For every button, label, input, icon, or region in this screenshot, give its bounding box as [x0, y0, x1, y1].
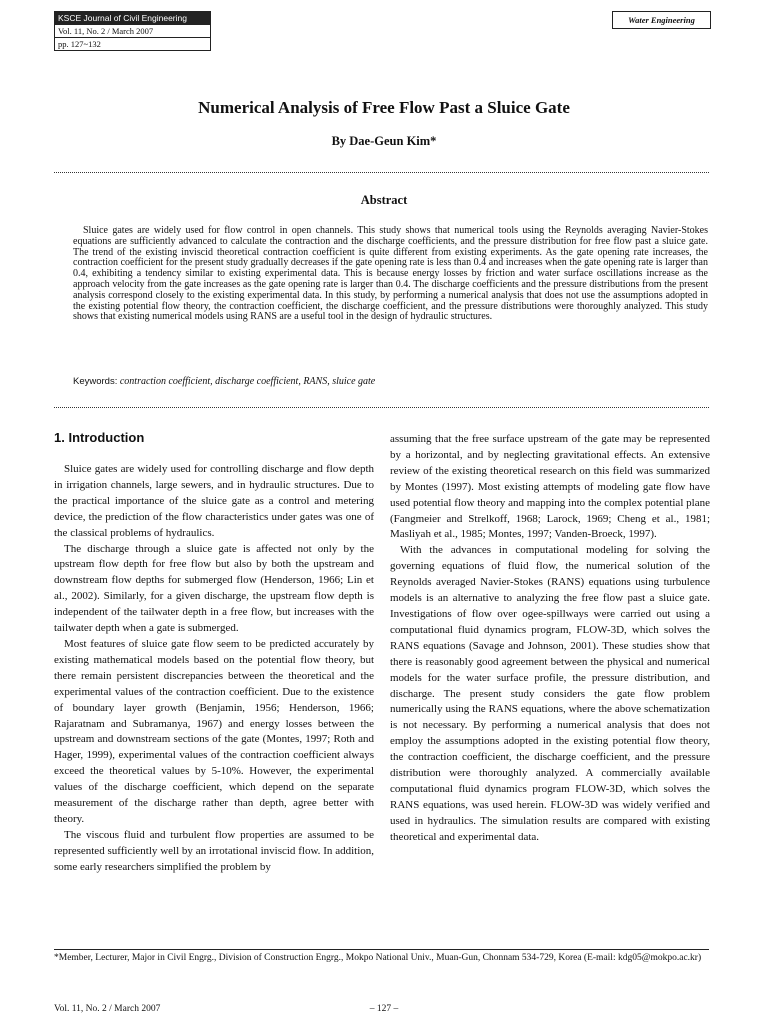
journal-info-box [54, 11, 211, 51]
keywords-label: Keywords: [73, 376, 118, 387]
divider-bottom [54, 407, 709, 408]
paragraph: Sluice gates are widely used for controlling discharge and flow depth in irrigation channels, large sewers, and in hydraulic structures. Due to the practical importance of the sluice gate as a control and metering device, the prediction of the flow characteristics under gates was one of the classical problems of hydraulics. [54, 463, 374, 539]
paragraph: With the advances in computational modeling for solving the governing equations of fluid flow, the numerical solution of the Reynolds averaged Navier-Stokes (RANS) equations using turbulence models is an alternative to analyzing the free flow past a sluice gate. Investigations of flow over ogee-spillways were carried out using a computational fluid dynamics program, FLOW-3D, which solves the RANS equations (Savage and Johnson, 2001). These studies show that there is reasonably good agreement between the physical and numerical models for the water surface profile, the pressure distribution, and discharge. The present study considers the gate flow problem numerically using the RANS equations, where the above schematization is not necessary. By performing a numerical analysis that does not employ the assumptions adopted in the existing potential flow theory, the contraction coefficient, the discharge coefficient, and the pressure distribution were thoroughly analyzed. A commercially available computational fluid dynamics program FLOW-3D, which solves the RANS equations, was used herein. FLOW-3D was widely verified and used in hydraulics. The simulation results are compared with existing theoretical and experimental data. [390, 544, 710, 843]
journal-volume: Vol. 11, No. 2 / March 2007 [55, 24, 210, 37]
footer-volume: Vol. 11, No. 2 / March 2007 [54, 1004, 161, 1014]
journal-pages: pp. 127~132 [55, 37, 210, 50]
paper-author: By Dae-Geun Kim* [331, 134, 437, 148]
section-label: Water Engineering [612, 11, 711, 29]
page-number: – 127 – [369, 1004, 399, 1014]
paper-title: Numerical Analysis of Free Flow Past a Sluice Gate [198, 98, 570, 117]
paragraph: The viscous fluid and turbulent flow properties are assumed to be represented sufficiently well by an irrotational inviscid flow. In addition, some early researchers simplified the problem by [54, 828, 374, 873]
right-column [390, 432, 710, 846]
paragraph: Most features of sluice gate flow seem to be predicted accurately by existing mathematical models based on the potential flow theory, but there remain persistent discrepancies between the theoretical and the experimental values of the contraction coefficient. Due to the existence of boundary layer growth (Benjamin, 1956; Henderson, 1966; Rajaratnam and Subramanya, 1967) and energy losses between the upstream and downstream sections of the gate (Montes, 1997; Roth and Hager, 1999), experimental values of the contraction coefficient always exceed the theoretical values by 5-10%. However, the experimental values of the discharge coefficient, which depend on the separate measurement of the discharge rather than depth, agree better with theory. [54, 637, 374, 825]
keywords-line [73, 376, 708, 387]
section-heading-introduction: 1. Introduction [54, 430, 145, 445]
keywords-list: contraction coefficient, discharge coefficient, RANS, sluice gate [119, 376, 376, 387]
author-footnote: *Member, Lecturer, Major in Civil Engrg., Division of Construction Engrg., Mokpo National Univ., Muan-Gun, Chonnam 534-729, Korea (E-mail: kdg05@mokpo.ac.kr) [54, 953, 702, 963]
divider-top [54, 172, 709, 173]
abstract-heading: Abstract [360, 193, 408, 207]
paragraph: The discharge through a sluice gate is affected not only by the upstream flow depth for free flow but also by both the upstream and downstream flow depths for submerged flow (Henderson, 1966; Lin et al., 2002). Similarly, for a given discharge, the upstream flow depth is independent of the tailwater depth in a free flow, but increases with the tailwater depth when a gate is submerged. [54, 542, 374, 635]
left-column [54, 430, 374, 876]
paragraph: assuming that the free surface upstream of the gate may be represented by a horizontal, and by neglecting gravitational effects. An extensive review of the existing theoretical research on this field was summarized by Montes (1997). Most existing attempts of modeling gate flow have used potential flow theory and mapping into the complex potential plane (Fangmeier and Strelkoff, 1968; Larock, 1969; Cheng et al., 1981; Masliyah et al., 1985; Montes, 1997; Vanden-Broeck, 1997). [390, 433, 710, 541]
abstract-text: Sluice gates are widely used for flow control in open channels. This study shows that numerical tools using the Reynolds averaging Navier-Stokes equations are sufficiently advanced to calculate the contraction and the discharge coefficients, and the pressure distribution for free flow past a sluice gate. The trend of the existing inviscid theoretical contraction coefficient is quite different from existing experiments. As the gate opening rate increases, the contraction coefficient for the present study gradually decreases if the gate opening rate is less than 0.4 and increases when the gate opening rate is larger than 0.4, exhibiting a tendency similar to existing experimental data. This is because energy losses by friction and water surface oscillations increase as the approach velocity from the gate increases as the gate opening rate is larger than 0.4. The discharge coefficients and the pressure distributions from the present analysis correspond closely to the existing experimental data. In this study, by performing a numerical analysis that does not use the assumptions adopted in the existing potential flow theory, the contraction coefficient, the discharge coefficient, and the pressure distributions were thoroughly analyzed. This study shows that existing numerical models using RANS are a useful tool in the design of hydraulic structures. [73, 225, 708, 323]
footnote-divider [54, 949, 709, 950]
journal-name: KSCE Journal of Civil Engineering [55, 12, 210, 24]
